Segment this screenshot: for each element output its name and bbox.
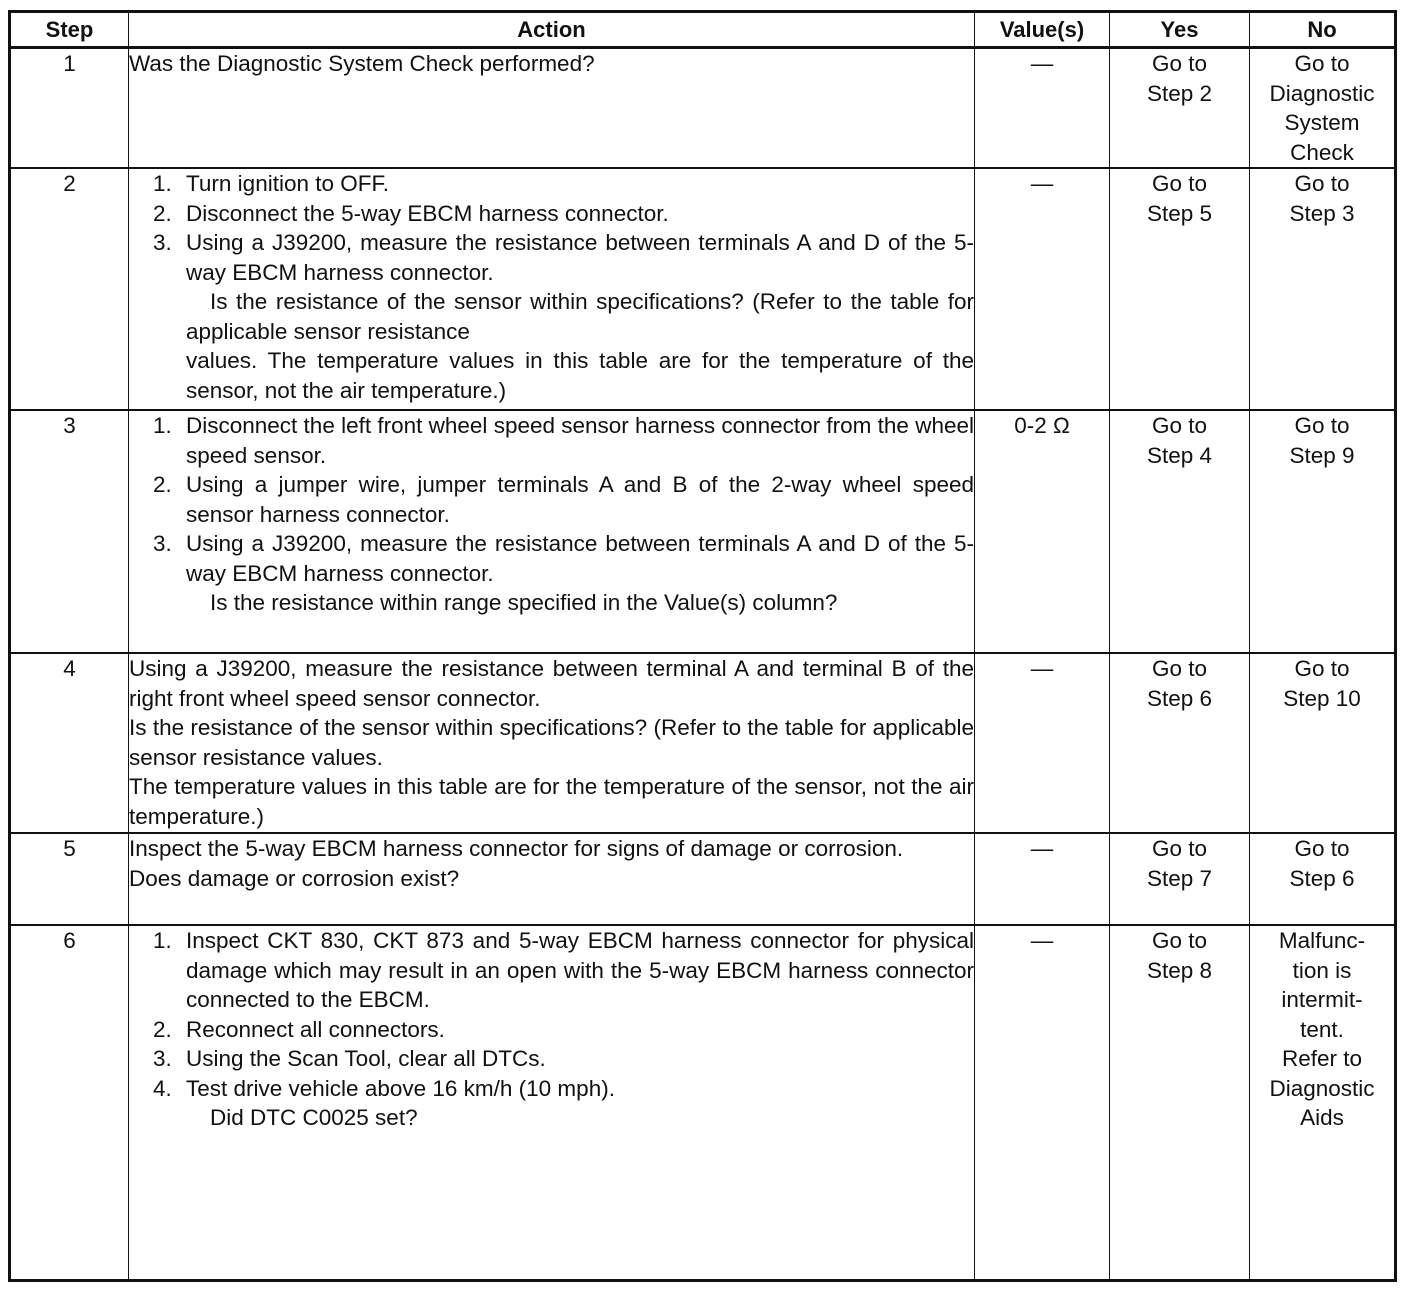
procedure-item-text: Using a jumper wire, jumper terminals A and B of the 2-way wheel speed sensor harness connector. bbox=[186, 472, 974, 527]
procedure-item bbox=[186, 199, 974, 229]
no-text: Go to Diagnostic System Check bbox=[1269, 51, 1375, 165]
action-line: Is the resistance of the sensor within specifications? (Refer to the table for applicable sensor resistance values. bbox=[129, 715, 974, 770]
value-cell bbox=[975, 653, 1110, 833]
value-text: — bbox=[1030, 656, 1054, 681]
yes-cell bbox=[1110, 48, 1250, 169]
procedure-item-text: Using a J39200, measure the resistance between terminals A and D of the 5-way EBCM harness connector. bbox=[186, 531, 974, 586]
procedure-item bbox=[186, 529, 974, 618]
yes-text: Go to Step 4 bbox=[1146, 413, 1213, 468]
value-cell bbox=[975, 410, 1110, 653]
value-text: — bbox=[1030, 171, 1054, 196]
table-row bbox=[10, 653, 1396, 833]
action-line: Was the Diagnostic System Check performed? bbox=[129, 51, 595, 76]
no-cell bbox=[1250, 833, 1396, 925]
procedure-item-text: Disconnect the 5-way EBCM harness connector. bbox=[186, 200, 669, 226]
procedure-list bbox=[129, 926, 974, 1133]
no-cell bbox=[1250, 168, 1396, 410]
step-number: 2 bbox=[10, 168, 129, 410]
action-text bbox=[129, 833, 975, 925]
no-cell bbox=[1250, 48, 1396, 169]
yes-text: Go to Step 5 bbox=[1146, 171, 1213, 226]
action-text bbox=[129, 925, 975, 1280]
procedure-item-text: Test drive vehicle above 16 km/h (10 mph). bbox=[186, 1075, 615, 1101]
procedure-item bbox=[186, 169, 974, 199]
action-line: The temperature values in this table are for the temperature of the sensor, not the air temperature.) bbox=[129, 774, 974, 829]
step-number: 5 bbox=[10, 833, 129, 925]
question-continuation: values. The temperature values in this table are for the temperature of the sensor, not the air temperature.) bbox=[186, 348, 974, 403]
yes-text: Go to Step 2 bbox=[1146, 51, 1213, 106]
value-cell bbox=[975, 48, 1110, 169]
question-text: Did DTC C0025 set? bbox=[210, 1105, 418, 1130]
step-number: 3 bbox=[10, 410, 129, 653]
table-row bbox=[10, 410, 1396, 653]
no-cell bbox=[1250, 410, 1396, 653]
action-text bbox=[129, 48, 975, 169]
yes-text: Go to Step 7 bbox=[1146, 836, 1213, 891]
procedure-item-text: Disconnect the left front wheel speed sensor harness connector from the wheel speed sensor. bbox=[186, 413, 974, 468]
yes-cell bbox=[1110, 653, 1250, 833]
value-text: — bbox=[1030, 51, 1054, 76]
procedure-item bbox=[186, 411, 974, 470]
value-text: 0-2 Ω bbox=[1014, 413, 1070, 438]
procedure-item-text: Inspect CKT 830, CKT 873 and 5-way EBCM harness connector for physical damage which may result in an open with the 5-way EBCM harness connector connected to the EBCM. bbox=[186, 928, 974, 1012]
procedure-item bbox=[186, 1074, 974, 1133]
procedure-list bbox=[129, 411, 974, 618]
yes-text: Go to Step 8 bbox=[1146, 928, 1213, 983]
procedure-item bbox=[186, 470, 974, 529]
no-text: Go to Step 10 bbox=[1283, 656, 1361, 711]
value-cell bbox=[975, 833, 1110, 925]
header-action: Action bbox=[129, 12, 975, 48]
no-cell bbox=[1250, 925, 1396, 1280]
procedure-item bbox=[186, 228, 974, 405]
yes-cell bbox=[1110, 925, 1250, 1280]
table-row bbox=[10, 833, 1396, 925]
action-text bbox=[129, 653, 975, 833]
question-text: Is the resistance of the sensor within specifications? (Refer to the table for applicable sensor resistance bbox=[186, 289, 974, 344]
procedure-item bbox=[186, 1044, 974, 1074]
diagnostic-table bbox=[8, 10, 1397, 1282]
procedure-item-text: Using a J39200, measure the resistance between terminals A and D of the 5-way EBCM harness connector. bbox=[186, 230, 974, 285]
action-text bbox=[129, 410, 975, 653]
yes-cell bbox=[1110, 833, 1250, 925]
step-number: 4 bbox=[10, 653, 129, 833]
procedure-item-text: Reconnect all connectors. bbox=[186, 1016, 445, 1042]
procedure-item-text: Turn ignition to OFF. bbox=[186, 171, 389, 196]
no-text: Go to Step 6 bbox=[1289, 836, 1355, 891]
procedure-list bbox=[129, 169, 974, 405]
table-row bbox=[10, 168, 1396, 410]
table-row bbox=[10, 48, 1396, 169]
step-number: 1 bbox=[10, 48, 129, 169]
procedure-item bbox=[186, 1015, 974, 1045]
no-text: Malfunc- tion is intermit- tent. Refer to Diagnostic Aids bbox=[1269, 928, 1375, 1130]
no-text: Go to Step 3 bbox=[1289, 171, 1355, 226]
question-text: Is the resistance within range specified in the Value(s) column? bbox=[210, 590, 838, 615]
header-yes: Yes bbox=[1110, 12, 1250, 48]
action-line: Using a J39200, measure the resistance between terminal A and terminal B of the right front wheel speed sensor connector. bbox=[129, 656, 974, 711]
value-text: — bbox=[1030, 928, 1054, 953]
yes-cell bbox=[1110, 168, 1250, 410]
value-cell bbox=[975, 168, 1110, 410]
no-cell bbox=[1250, 653, 1396, 833]
yes-text: Go to Step 6 bbox=[1146, 656, 1213, 711]
yes-cell bbox=[1110, 410, 1250, 653]
value-text: — bbox=[1030, 836, 1054, 861]
no-text: Go to Step 9 bbox=[1289, 413, 1355, 468]
header-no: No bbox=[1250, 12, 1396, 48]
header-step: Step bbox=[10, 12, 129, 48]
action-line: Does damage or corrosion exist? bbox=[129, 865, 460, 891]
action-line: Inspect the 5-way EBCM harness connector for signs of damage or corrosion. bbox=[129, 836, 904, 861]
procedure-item bbox=[186, 926, 974, 1015]
value-cell bbox=[975, 925, 1110, 1280]
procedure-item-text: Using the Scan Tool, clear all DTCs. bbox=[186, 1046, 546, 1071]
step-number: 6 bbox=[10, 925, 129, 1280]
header-row bbox=[10, 12, 1396, 48]
header-values: Value(s) bbox=[975, 12, 1110, 48]
table-row bbox=[10, 925, 1396, 1280]
action-text bbox=[129, 168, 975, 410]
